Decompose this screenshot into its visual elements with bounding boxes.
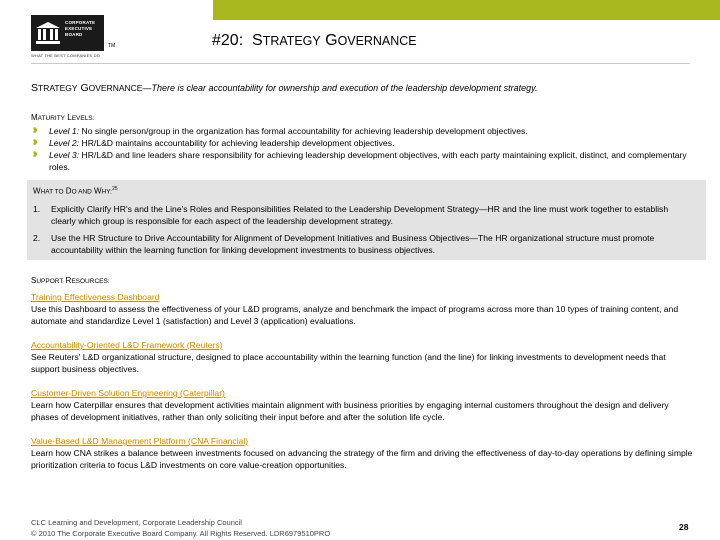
- header-divider: [31, 63, 690, 64]
- rh-2: UPPORT: [36, 278, 64, 285]
- maturity-header: [31, 112, 691, 125]
- wh-4: O AND: [71, 188, 92, 196]
- company-logo: [31, 15, 104, 51]
- title-cap-2: G: [325, 32, 338, 49]
- wh-2: HAT TO: [40, 188, 64, 196]
- page-number: 28: [679, 522, 689, 532]
- what-to-do-item-1: [33, 203, 693, 227]
- resource-description: Learn how CNA strikes a balance between investments focused on advancing the strategy of the firm and driving the effectiveness of day-to-day operations by defining simple prioritization criteria to focus L&D investments on core value-creation opportunities.: [31, 448, 693, 470]
- arrow-bullet-icon: ❥: [32, 138, 39, 147]
- def-cap-2: G: [80, 82, 89, 94]
- level-label: Level 1:: [49, 126, 80, 136]
- what-to-do-header: [33, 186, 118, 196]
- resource-description: See Reuters' L&D organizational structure, designed to place accountability within the learning function (and the line) for linking investments to development needs that support business objectives.: [31, 352, 666, 374]
- resource-item-4: [31, 435, 696, 471]
- level-text: HR/L&D maintains accountability for achieving leadership development objectives.: [81, 138, 395, 148]
- def-cap: S: [31, 82, 39, 94]
- resource-description: Learn how Caterpillar ensures that development activities maintain alignment with business priorities by engaging internal customers throughout the design and delivery phases of development initiatives, rather than only soliciting their input before and after the solution life cycle.: [31, 400, 669, 422]
- page-title: [212, 32, 417, 50]
- def-smallcaps-2: OVERNANCE: [88, 83, 143, 93]
- maturity-level-3: [31, 149, 691, 173]
- footnote-marker: 25: [112, 186, 118, 192]
- level-label: Level 2:: [49, 138, 80, 148]
- support-resources-header: [31, 276, 110, 285]
- arrow-bullet-icon: ❥: [32, 126, 39, 135]
- definition-line: [31, 82, 538, 94]
- header-accent-bar: [213, 0, 720, 20]
- footer-line-2: © 2010 The Corporate Executive Board Company. All Rights Reserved. LDR6979510PRO: [31, 529, 331, 538]
- rh-1: S: [31, 276, 37, 285]
- level-text: HR/L&D and line leaders share responsibility for achieving leadership development objectives, with each party maintaining explicit, distinct, and complementary roles.: [49, 150, 687, 172]
- resource-link-caterpillar[interactable]: Customer-Driven Solution Engineering (Caterpillar): [31, 388, 225, 398]
- rh-3: R: [65, 276, 72, 285]
- def-smallcaps: TRATEGY: [38, 83, 78, 93]
- title-cap: S: [252, 32, 263, 49]
- maturity-level-2: [31, 137, 691, 149]
- mh-3: L: [67, 113, 72, 122]
- logo-line-3: BOARD: [65, 32, 83, 37]
- wh-5: W: [94, 186, 102, 196]
- wh-6: HY:: [101, 188, 113, 196]
- mh-2: ATURITY: [37, 115, 65, 122]
- resource-link-reuters-framework[interactable]: Accountability-Oriented L&D Framework (Reuters): [31, 340, 223, 350]
- what-to-do-list: [33, 203, 693, 261]
- arrow-bullet-icon: ❥: [32, 150, 39, 159]
- title-number: #20:: [212, 32, 244, 49]
- what-to-do-item-2: [33, 232, 693, 256]
- resource-item-2: [31, 339, 696, 375]
- maturity-level-1: [31, 125, 691, 137]
- logo-tagline: WHAT THE BEST COMPANIES DO: [31, 53, 101, 58]
- footer-line-1: CLC Learning and Development, Corporate Leadership Council: [31, 518, 242, 527]
- title-smallcaps: TRATEGY: [262, 34, 321, 48]
- maturity-levels: [31, 112, 691, 173]
- resource-item-3: [31, 387, 696, 423]
- definition-text: —There is clear accountability for ownership and execution of the leadership development strategy.: [142, 83, 538, 93]
- mh-1: M: [31, 113, 38, 122]
- logo-line-1: CORPORATE: [65, 20, 96, 25]
- logo-line-2: EXECUTIVE: [65, 26, 93, 31]
- level-text: No single person/group in the organization has formal accountability for achieving leadership development objectives.: [81, 126, 528, 136]
- level-label: Level 3:: [49, 150, 80, 160]
- item-text: Explicitly Clarify HR's and the Line's Roles and Responsibilities Related to the Leadership Development Strategy—HR and the line must work together to establish clearly which group is responsible for each aspect of the leadership development strategy.: [51, 204, 669, 226]
- resource-description: Use this Dashboard to assess the effectiveness of your L&D programs, analyze and benchmark the impact of programs across more than 10 types of training content, and automate and standardize Level 1 (satisfaction) and Level 3 (application) evaluations.: [31, 304, 679, 326]
- wh-1: W: [33, 186, 41, 196]
- trademark: TM: [108, 43, 116, 49]
- mh-4: EVELS:: [71, 115, 95, 122]
- resource-link-cna-financial[interactable]: Value-Based L&D Management Platform (CNA Financial): [31, 436, 249, 446]
- resource-link-training-dashboard[interactable]: Training Effectiveness Dashboard: [31, 292, 160, 302]
- title-smallcaps-2: OVERNANCE: [337, 34, 417, 48]
- item-number: 2.: [33, 233, 41, 243]
- page-footer: [31, 517, 330, 539]
- resource-item-1: [31, 291, 696, 327]
- building-icon: [34, 19, 62, 47]
- item-text: Use the HR Structure to Drive Accountability for Alignment of Development Initiatives and Business Objectives—The HR organizational structure must promote accountability within the learning function for linking development investments to business objectives.: [51, 233, 655, 255]
- rh-4: ESOURCES:: [71, 278, 110, 285]
- wh-3: D: [65, 186, 72, 196]
- item-number: 1.: [33, 204, 41, 214]
